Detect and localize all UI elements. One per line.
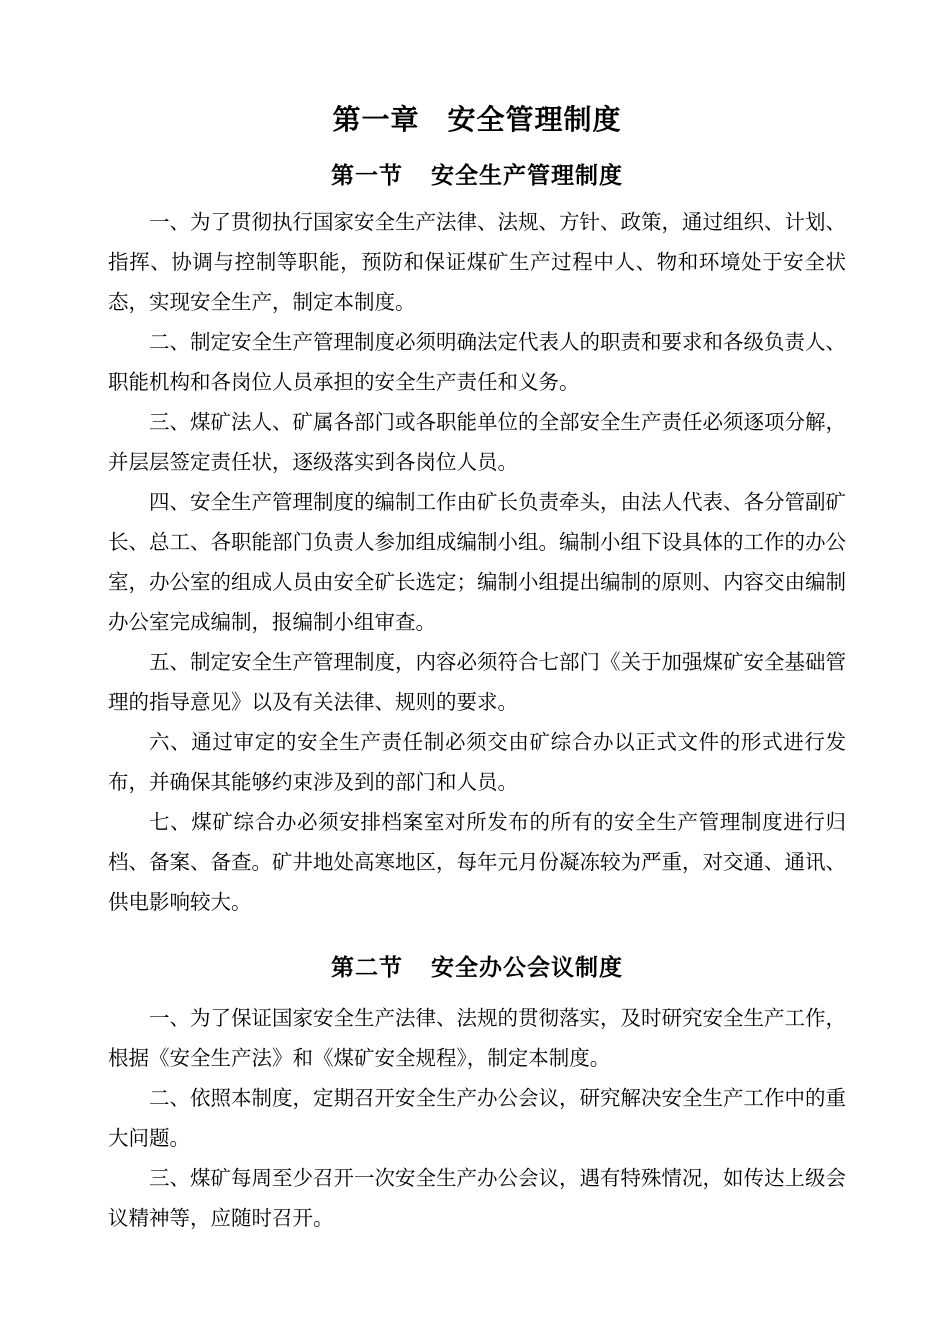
section-number: 第二节 bbox=[331, 955, 403, 981]
paragraph: 五、制定安全生产管理制度，内容必须符合七部门《关于加强煤矿安全基础管理的指导意见》以及有关法律、规则的要求。 bbox=[108, 650, 846, 714]
document-body bbox=[108, 96, 846, 1238]
section-title bbox=[108, 156, 846, 196]
chapter-title bbox=[108, 96, 846, 144]
paragraph: 七、煤矿综合办必须安排档案室对所发布的所有的安全生产管理制度进行归档、备案、备查。矿井地处高寒地区，每年元月份凝冻较为严重，对交通、通讯、供电影响较大。 bbox=[108, 810, 846, 914]
chapter-number: 第一章 bbox=[332, 103, 420, 136]
paragraph: 三、煤矿法人、矿属各部门或各职能单位的全部安全生产责任必须逐项分解，并层层签定责任状，逐级落实到各岗位人员。 bbox=[108, 410, 846, 474]
paragraph: 二、制定安全生产管理制度必须明确法定代表人的职责和要求和各级负责人、职能机构和各岗位人员承担的安全生产责任和义务。 bbox=[108, 330, 846, 394]
section-name: 安全办公会议制度 bbox=[431, 955, 623, 981]
section-name: 安全生产管理制度 bbox=[431, 163, 623, 189]
paragraph: 四、安全生产管理制度的编制工作由矿长负责牵头，由法人代表、各分管副矿长、总工、各职能部门负责人参加组成编制小组。编制小组下设具体的工作的办公室，办公室的组成人员由安全矿长选定；编制小组提出编制的原则、内容交由编制办公室完成编制，报编制小组审查。 bbox=[108, 490, 846, 634]
paragraph: 三、煤矿每周至少召开一次安全生产办公会议，遇有特殊情况，如传达上级会议精神等，应随时召开。 bbox=[108, 1166, 846, 1230]
section-number: 第一节 bbox=[331, 163, 403, 189]
chapter-name: 安全管理制度 bbox=[447, 103, 622, 136]
paragraph: 一、为了贯彻执行国家安全生产法律、法规、方针、政策，通过组织、计划、指挥、协调与控制等职能，预防和保证煤矿生产过程中人、物和环境处于安全状态，实现安全生产，制定本制度。 bbox=[108, 210, 846, 314]
paragraph: 一、为了保证国家安全生产法律、法规的贯彻落实，及时研究安全生产工作，根据《安全生产法》和《煤矿安全规程》，制定本制度。 bbox=[108, 1006, 846, 1070]
paragraph: 六、通过审定的安全生产责任制必须交由矿综合办以正式文件的形式进行发布，并确保其能够约束涉及到的部门和人员。 bbox=[108, 730, 846, 794]
section-title bbox=[108, 948, 846, 988]
paragraph: 二、依照本制度，定期召开安全生产办公会议，研究解决安全生产工作中的重大问题。 bbox=[108, 1086, 846, 1150]
